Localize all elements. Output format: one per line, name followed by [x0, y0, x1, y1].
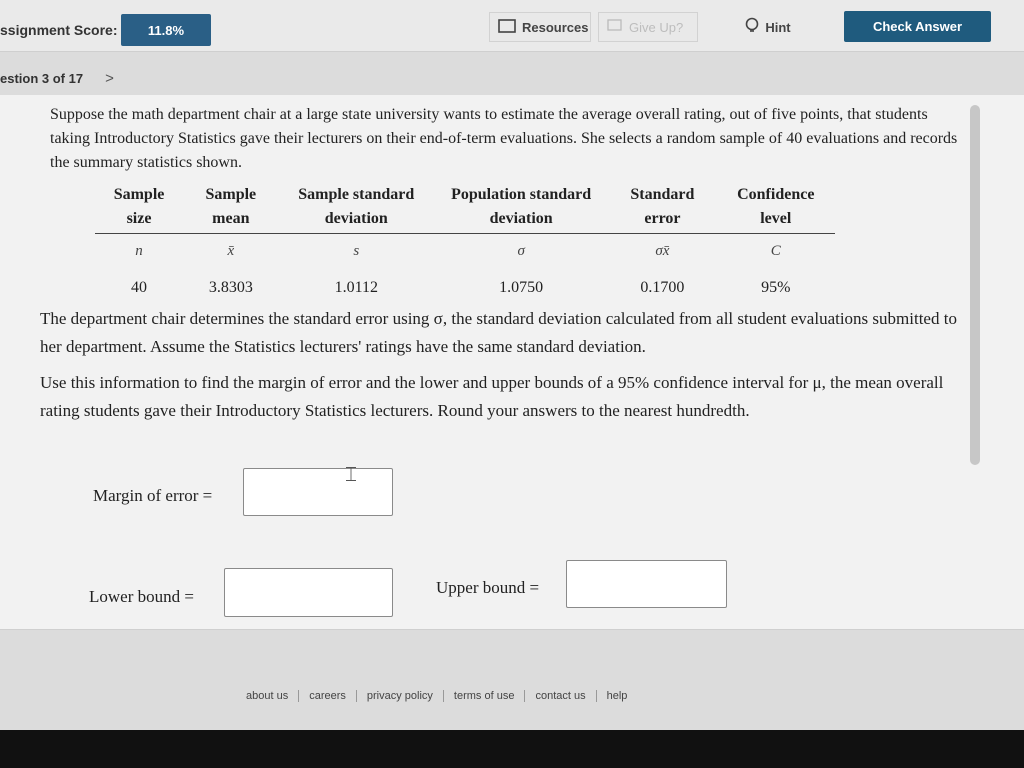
table-cell: n: [135, 243, 143, 260]
footer-link-privacy[interactable]: privacy policy: [357, 690, 444, 702]
question-counter: estion 3 of 17: [0, 71, 84, 86]
table-cell: 0.1700: [640, 278, 685, 296]
footer-link-careers[interactable]: careers: [299, 690, 357, 702]
table-cell: 1.0112: [334, 278, 378, 296]
margin-of-error-input[interactable]: [243, 468, 393, 516]
give-up-button[interactable]: [598, 12, 698, 42]
question-card: [0, 95, 1024, 630]
table-cell: x̄: [227, 243, 235, 260]
footer-link-terms[interactable]: terms of use: [444, 690, 526, 702]
footer-links: [236, 690, 637, 702]
resources-button[interactable]: [489, 12, 591, 42]
table-header: Population standard deviation: [434, 183, 608, 234]
hint-button[interactable]: [706, 12, 830, 42]
assignment-score-label: ssignment Score:: [0, 22, 118, 38]
table-cell: σ: [517, 243, 525, 260]
problem-intro: Suppose the math department chair at a large state university wants to estimate the average overall rating, out of five points, that students taking Introductory Statistics gave their lecturers on their end-of-term evaluations. She selects a random sample of 40 evaluations and records the summary statistics shown.: [50, 106, 958, 171]
value-row: [95, 270, 835, 306]
margin-of-error-label: Margin of error =: [93, 486, 213, 505]
flag-icon: [607, 19, 623, 36]
check-answer-button[interactable]: Check Answer: [844, 11, 991, 42]
next-question-icon[interactable]: >: [105, 70, 114, 87]
give-up-label: Give Up?: [629, 19, 684, 35]
hint-label: Hint: [765, 19, 791, 35]
table-header: Confidence level: [717, 183, 835, 234]
lightbulb-icon: [745, 17, 759, 38]
table-cell: s: [353, 243, 360, 260]
table-header: Sample size: [95, 183, 183, 234]
footer-link-contact[interactable]: contact us: [525, 690, 596, 702]
top-toolbar: [0, 0, 1024, 52]
table-cell: C: [770, 243, 781, 260]
table-header: Standard error: [608, 183, 716, 234]
table-cell: 95%: [761, 278, 791, 296]
lower-bound-input[interactable]: [224, 568, 393, 617]
standard-error-paragraph: The department chair determines the standard error using σ, the standard deviation calculated from all student evaluations submitted to her department. Assume the Statistics lecturers' ratings have the same standard deviation.: [40, 309, 957, 356]
table-header: Sample mean: [183, 183, 279, 234]
instructions-paragraph: Use this information to find the margin of error and the lower and upper bounds of a 95% confidence interval for μ, the mean overall rating students gave their Introductory Statistics lecturers. Round your answers to the nearest hundredth.: [40, 373, 944, 420]
table-cell: σx̄: [655, 243, 670, 260]
text-cursor-icon: ⌶: [345, 462, 357, 486]
summary-stats-table: [95, 183, 835, 306]
upper-bound-input[interactable]: [566, 560, 727, 608]
question-nav: [0, 70, 114, 87]
table-cell: 1.0750: [499, 278, 544, 296]
table-cell: 3.8303: [208, 278, 253, 296]
upper-bound-label: Upper bound =: [436, 578, 540, 597]
table-header: Sample standard deviation: [279, 183, 434, 234]
footer-link-help[interactable]: help: [606, 690, 628, 702]
lower-bound-label: Lower bound =: [89, 587, 194, 606]
table-cell: 40: [131, 278, 148, 296]
footer-link-about[interactable]: about us: [236, 690, 299, 702]
assignment-score-value: 11.8%: [121, 14, 211, 46]
resources-label: Resources: [522, 19, 589, 35]
symbol-row: [95, 234, 835, 270]
folder-icon: [498, 19, 516, 36]
